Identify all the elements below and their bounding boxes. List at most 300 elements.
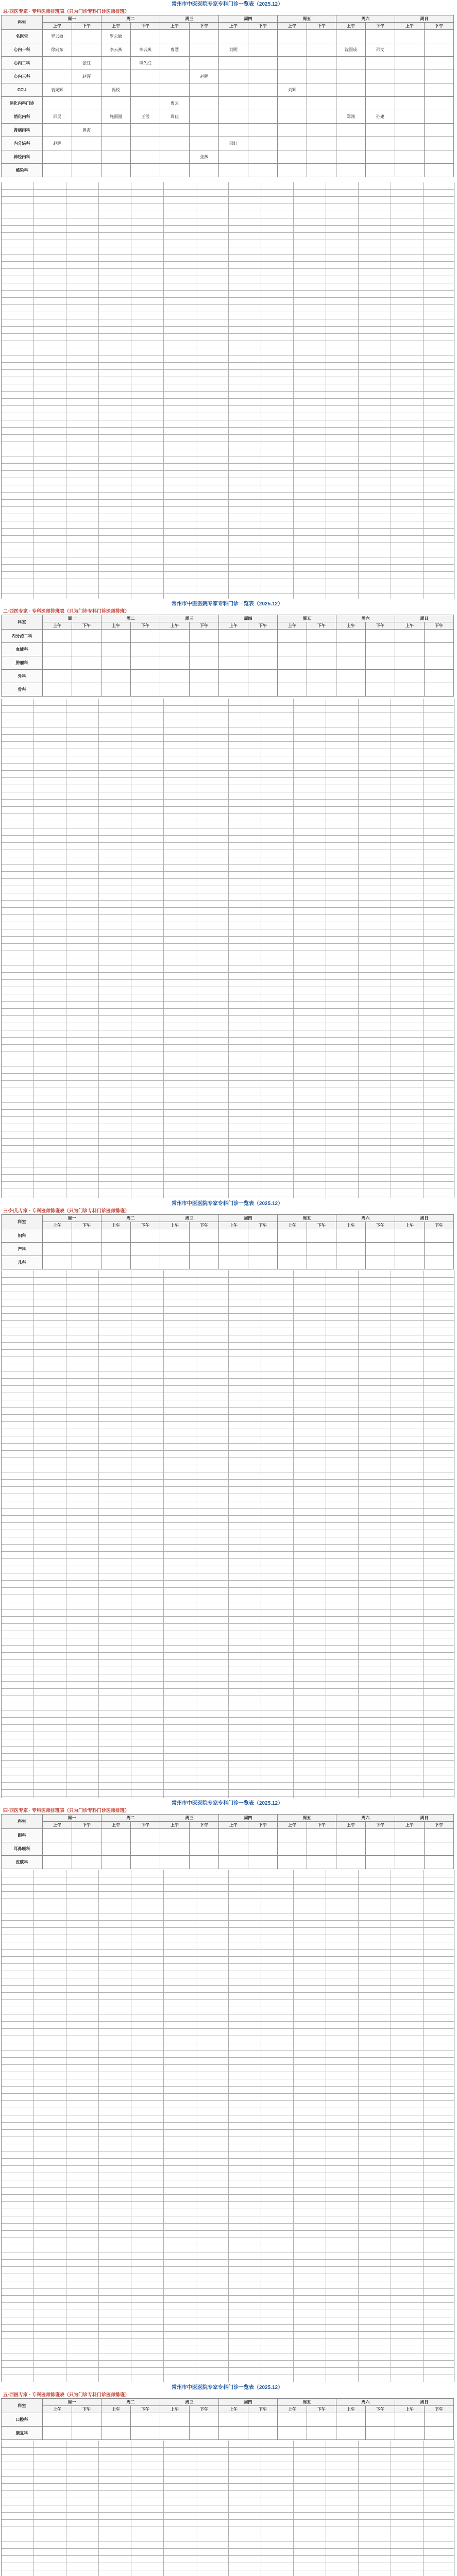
doctor-cell <box>425 57 454 70</box>
doctor-cell <box>101 683 131 697</box>
doctor-cell: 刘明 <box>219 43 248 57</box>
doctor-cell: 张燕 <box>190 150 219 164</box>
doctor-cell: 周佳 <box>160 110 190 124</box>
doctor-cell <box>160 30 190 43</box>
table-row <box>2 137 454 150</box>
header-dept: 科室 <box>2 615 43 630</box>
header-half: 上午 <box>219 2406 248 2413</box>
header-half: 下午 <box>307 23 336 30</box>
doctor-cell <box>101 164 131 177</box>
doctor-cell <box>190 57 219 70</box>
doctor-cell <box>160 124 190 137</box>
header-half: 下午 <box>307 1222 336 1229</box>
doctor-cell <box>278 124 307 137</box>
doctor-cell <box>72 670 101 683</box>
doctor-cell <box>248 630 278 643</box>
doctor-cell <box>425 30 454 43</box>
doctor-cell <box>248 1842 278 1856</box>
doctor-cell <box>395 97 425 110</box>
table-grid-filler <box>1 699 454 1198</box>
header-day: 周五 <box>278 615 336 622</box>
section-title: 常州市中医医院专家专科门诊一览表（2025.12） <box>171 1201 283 1207</box>
doctor-cell <box>307 1856 336 1869</box>
doctor-cell <box>248 97 278 110</box>
doctor-cell <box>425 137 454 150</box>
doctor-cell <box>131 683 160 697</box>
doctor-cell <box>160 643 190 656</box>
doctor-cell <box>366 164 395 177</box>
doctor-cell <box>101 1856 131 1869</box>
doctor-cell <box>307 643 336 656</box>
doctor-cell <box>425 164 454 177</box>
header-half: 下午 <box>248 23 278 30</box>
doctor-cell <box>395 83 425 97</box>
doctor-cell <box>336 1243 366 1256</box>
header-day: 周五 <box>278 15 336 23</box>
header-half: 下午 <box>190 1822 219 1829</box>
header-day: 周六 <box>336 2399 395 2406</box>
doctor-cell <box>278 1842 307 1856</box>
doctor-cell <box>248 137 278 150</box>
doctor-cell <box>190 110 219 124</box>
doctor-cell <box>307 683 336 697</box>
header-half: 下午 <box>131 2406 160 2413</box>
doctor-cell <box>43 1842 72 1856</box>
doctor-cell <box>43 683 72 697</box>
doctor-cell <box>425 1829 454 1842</box>
dept-cell: 皮肤科 <box>2 1856 43 1869</box>
doctor-cell <box>336 164 366 177</box>
table-row <box>2 1229 454 1243</box>
header-half: 下午 <box>425 23 454 30</box>
doctor-cell <box>366 630 395 643</box>
header-half: 下午 <box>425 622 454 630</box>
dept-cell: 消化内科门诊 <box>2 97 43 110</box>
doctor-cell <box>72 630 101 643</box>
doctor-cell <box>43 630 72 643</box>
doctor-cell <box>219 1256 248 1269</box>
table-row <box>2 70 454 83</box>
doctor-cell <box>160 137 190 150</box>
doctor-cell <box>425 150 454 164</box>
doctor-cell <box>219 70 248 83</box>
doctor-cell <box>307 43 336 57</box>
doctor-cell: 邵文 <box>366 43 395 57</box>
header-half: 下午 <box>72 1222 101 1229</box>
section-subtitle: 四·西医专家 · 专科医师排班表（只为门诊专科门诊医师排班） <box>3 1808 129 1813</box>
dept-cell: 肿瘤科 <box>2 656 43 670</box>
doctor-cell <box>72 43 101 57</box>
doctor-cell <box>72 1243 101 1256</box>
header-day: 周二 <box>101 15 160 23</box>
header-half: 下午 <box>190 23 219 30</box>
header-half: 下午 <box>425 1822 454 1829</box>
doctor-cell <box>101 137 131 150</box>
doctor-cell <box>219 683 248 697</box>
table-row <box>2 630 454 643</box>
doctor-cell <box>336 150 366 164</box>
doctor-cell <box>43 150 72 164</box>
doctor-cell <box>219 643 248 656</box>
doctor-cell <box>425 683 454 697</box>
doctor-cell <box>131 1829 160 1842</box>
doctor-cell: 刘辉 <box>278 83 307 97</box>
doctor-cell <box>248 683 278 697</box>
doctor-cell <box>248 656 278 670</box>
header-dept: 科室 <box>2 2399 43 2413</box>
doctor-cell <box>336 83 366 97</box>
header-dept: 科室 <box>2 1215 43 1229</box>
doctor-cell <box>160 1829 190 1842</box>
doctor-cell <box>278 1829 307 1842</box>
doctor-cell <box>395 124 425 137</box>
section-subtitle: 五·西医专家 · 专科医师排班表（只为门诊专科门诊医师排班） <box>3 2392 129 2397</box>
doctor-cell <box>131 124 160 137</box>
doctor-cell <box>131 630 160 643</box>
header-half: 下午 <box>307 2406 336 2413</box>
doctor-cell <box>190 656 219 670</box>
dept-cell: 外科 <box>2 670 43 683</box>
header-half: 下午 <box>131 622 160 630</box>
doctor-cell <box>43 57 72 70</box>
doctor-cell: 曹云 <box>160 97 190 110</box>
dept-cell: 口腔科 <box>2 2413 43 2427</box>
header-day: 周五 <box>278 1815 336 1822</box>
dept-cell: 消化内科 <box>2 110 43 124</box>
doctor-cell <box>278 137 307 150</box>
schedule-table <box>1 615 454 697</box>
doctor-cell <box>278 2413 307 2427</box>
dept-cell: 骨科 <box>2 683 43 697</box>
doctor-cell <box>72 83 101 97</box>
header-dept: 科室 <box>2 1815 43 1829</box>
header-half: 上午 <box>219 1822 248 1829</box>
dept-cell: 肾病内科 <box>2 124 43 137</box>
doctor-cell <box>72 683 101 697</box>
schedule-table <box>1 1814 454 1869</box>
doctor-cell <box>101 2413 131 2427</box>
doctor-cell <box>336 670 366 683</box>
header-day: 周六 <box>336 615 395 622</box>
header-half: 下午 <box>131 1822 160 1829</box>
table-grid-filler <box>1 2441 454 2576</box>
doctor-cell <box>425 1256 454 1269</box>
header-half: 上午 <box>395 2406 425 2413</box>
doctor-cell <box>425 1856 454 1869</box>
doctor-cell <box>395 643 425 656</box>
doctor-cell <box>248 30 278 43</box>
doctor-cell: 罗云敏 <box>43 30 72 43</box>
header-half: 上午 <box>278 1222 307 1229</box>
doctor-cell <box>160 164 190 177</box>
doctor-cell <box>307 97 336 110</box>
doctor-cell <box>160 2427 190 2440</box>
doctor-cell <box>425 83 454 97</box>
header-day: 周三 <box>160 615 219 622</box>
doctor-cell: 赵晖 <box>190 70 219 83</box>
doctor-cell <box>366 97 395 110</box>
header-day: 周一 <box>43 1215 101 1222</box>
doctor-cell <box>43 124 72 137</box>
header-day: 周日 <box>395 15 454 23</box>
doctor-cell <box>395 630 425 643</box>
doctor-cell <box>219 2413 248 2427</box>
table-row <box>2 2413 454 2427</box>
doctor-cell <box>278 1229 307 1243</box>
doctor-cell <box>425 670 454 683</box>
doctor-cell <box>219 630 248 643</box>
doctor-cell <box>248 2413 278 2427</box>
doctor-cell <box>43 1829 72 1842</box>
doctor-cell <box>219 1229 248 1243</box>
dept-cell: 产科 <box>2 1243 43 1256</box>
doctor-cell <box>395 150 425 164</box>
doctor-cell <box>278 683 307 697</box>
header-day: 周一 <box>43 2399 101 2406</box>
doctor-cell: 罗云敏 <box>101 30 131 43</box>
schedule-section <box>1 1 453 177</box>
header-half: 上午 <box>160 622 190 630</box>
doctor-cell <box>160 83 190 97</box>
header-day: 周日 <box>395 615 454 622</box>
doctor-cell <box>190 83 219 97</box>
table-row <box>2 2427 454 2440</box>
doctor-cell: 黄海 <box>72 124 101 137</box>
doctor-cell <box>131 137 160 150</box>
doctor-cell <box>72 1229 101 1243</box>
header-day: 周日 <box>395 2399 454 2406</box>
doctor-cell <box>43 2413 72 2427</box>
doctor-cell <box>219 97 248 110</box>
dept-cell: 心内一科 <box>2 43 43 57</box>
doctor-cell <box>72 2413 101 2427</box>
header-day: 周二 <box>101 1815 160 1822</box>
doctor-cell <box>190 30 219 43</box>
header-half: 下午 <box>72 2406 101 2413</box>
table-row <box>2 43 454 57</box>
doctor-cell <box>425 630 454 643</box>
header-day: 周六 <box>336 1215 395 1222</box>
doctor-cell <box>278 43 307 57</box>
doctor-cell <box>131 70 160 83</box>
header-day: 周二 <box>101 615 160 622</box>
doctor-cell <box>425 656 454 670</box>
header-half: 上午 <box>43 2406 72 2413</box>
doctor-cell: 李云燕 <box>131 43 160 57</box>
doctor-cell <box>307 110 336 124</box>
doctor-cell <box>395 656 425 670</box>
doctor-cell <box>248 1856 278 1869</box>
doctor-cell <box>366 1256 395 1269</box>
dept-cell: 感染科 <box>2 164 43 177</box>
doctor-cell <box>248 110 278 124</box>
doctor-cell <box>160 1256 190 1269</box>
section-subtitle: 二·西医专家 · 专科医师排班表（只为门诊专科门诊医师排班） <box>3 608 129 614</box>
doctor-cell <box>366 150 395 164</box>
doctor-cell <box>336 1856 366 1869</box>
section-subtitle: 三·妇儿专家 · 专科医师排班表（只为门诊专科门诊医师排班） <box>3 1208 129 1213</box>
doctor-cell <box>336 630 366 643</box>
doctor-cell <box>366 1229 395 1243</box>
doctor-cell <box>190 1256 219 1269</box>
header-half: 上午 <box>160 23 190 30</box>
doctor-cell <box>248 1243 278 1256</box>
doctor-cell <box>336 97 366 110</box>
doctor-cell <box>131 1243 160 1256</box>
doctor-cell <box>248 83 278 97</box>
header-half: 下午 <box>190 2406 219 2413</box>
doctor-cell <box>43 97 72 110</box>
doctor-cell: 赵晖 <box>72 70 101 83</box>
header-day: 周四 <box>219 2399 278 2406</box>
schedule-section <box>1 2384 453 2440</box>
schedule-section <box>1 1800 453 1869</box>
doctor-cell <box>366 1829 395 1842</box>
doctor-cell: 施丽丽 <box>101 110 131 124</box>
header-half: 上午 <box>101 23 131 30</box>
doctor-cell <box>248 643 278 656</box>
doctor-cell <box>190 630 219 643</box>
doctor-cell <box>219 57 248 70</box>
doctor-cell <box>278 630 307 643</box>
doctor-cell <box>366 70 395 83</box>
doctor-cell <box>190 1243 219 1256</box>
doctor-cell <box>248 1829 278 1842</box>
header-half: 上午 <box>219 622 248 630</box>
header-day: 周五 <box>278 1215 336 1222</box>
table-row <box>2 124 454 137</box>
doctor-cell <box>131 656 160 670</box>
doctor-cell <box>101 124 131 137</box>
header-half: 上午 <box>336 622 366 630</box>
header-half: 上午 <box>336 1822 366 1829</box>
doctor-cell <box>160 2413 190 2427</box>
doctor-cell <box>336 57 366 70</box>
doctor-cell: 李云燕 <box>101 43 131 57</box>
doctor-cell <box>219 656 248 670</box>
doctor-cell <box>307 656 336 670</box>
doctor-cell <box>278 110 307 124</box>
header-half: 下午 <box>366 1822 395 1829</box>
header-half: 下午 <box>248 1822 278 1829</box>
doctor-cell <box>131 1256 160 1269</box>
dept-cell: 儿科 <box>2 1256 43 1269</box>
doctor-cell: 赵辉 <box>43 137 72 150</box>
table-row <box>2 164 454 177</box>
doctor-cell <box>219 1243 248 1256</box>
doctor-cell <box>395 2427 425 2440</box>
doctor-cell <box>366 1856 395 1869</box>
doctor-cell <box>307 2413 336 2427</box>
header-day: 周三 <box>160 1815 219 1822</box>
doctor-cell <box>425 1229 454 1243</box>
doctor-cell <box>248 1256 278 1269</box>
doctor-cell <box>101 150 131 164</box>
table-grid-filler <box>1 1270 454 1798</box>
doctor-cell <box>395 164 425 177</box>
header-half: 上午 <box>395 1822 425 1829</box>
table-row <box>2 1829 454 1842</box>
doctor-cell <box>72 1829 101 1842</box>
header-half: 下午 <box>131 23 160 30</box>
doctor-cell <box>307 70 336 83</box>
doctor-cell <box>101 630 131 643</box>
doctor-cell <box>43 656 72 670</box>
doctor-cell <box>366 683 395 697</box>
dept-cell: 康复科 <box>2 2427 43 2440</box>
table-row <box>2 150 454 164</box>
section-subtitle: 总·西医专家 · 专科医师排班表（只为门诊专科门诊医师排班） <box>3 9 129 14</box>
dept-cell: 心内二科 <box>2 57 43 70</box>
doctor-cell <box>278 97 307 110</box>
doctor-cell <box>248 43 278 57</box>
doctor-cell <box>307 164 336 177</box>
doctor-cell: 曹慧 <box>160 43 190 57</box>
doctor-cell <box>425 124 454 137</box>
doctor-cell <box>219 164 248 177</box>
doctor-cell <box>43 70 72 83</box>
doctor-cell <box>190 1856 219 1869</box>
doctor-cell <box>395 670 425 683</box>
doctor-cell <box>248 150 278 164</box>
doctor-cell <box>219 2427 248 2440</box>
header-half: 上午 <box>278 2406 307 2413</box>
header-half: 上午 <box>43 1222 72 1229</box>
doctor-cell <box>190 683 219 697</box>
doctor-cell <box>219 1842 248 1856</box>
doctor-cell <box>366 83 395 97</box>
doctor-cell <box>278 1856 307 1869</box>
doctor-cell <box>248 164 278 177</box>
header-day: 周二 <box>101 1215 160 1222</box>
doctor-cell <box>219 670 248 683</box>
doctor-cell <box>307 1256 336 1269</box>
table-row <box>2 656 454 670</box>
header-half: 上午 <box>160 2406 190 2413</box>
doctor-cell <box>336 30 366 43</box>
doctor-cell <box>131 1229 160 1243</box>
table-row <box>2 1856 454 1869</box>
dept-cell: 妇科 <box>2 1229 43 1243</box>
doctor-cell <box>248 124 278 137</box>
doctor-cell <box>278 670 307 683</box>
doctor-cell <box>160 1856 190 1869</box>
doctor-cell <box>160 670 190 683</box>
header-half: 上午 <box>278 622 307 630</box>
doctor-cell <box>307 2427 336 2440</box>
header-day: 周六 <box>336 1815 395 1822</box>
table-row <box>2 670 454 683</box>
doctor-cell <box>219 1856 248 1869</box>
header-day: 周二 <box>101 2399 160 2406</box>
doctor-cell <box>72 2427 101 2440</box>
doctor-cell <box>366 57 395 70</box>
doctor-cell <box>425 1243 454 1256</box>
doctor-cell <box>336 1229 366 1243</box>
doctor-cell: 李久红 <box>131 57 160 70</box>
header-half: 下午 <box>366 23 395 30</box>
header-dept: 科室 <box>2 15 43 30</box>
doctor-cell <box>366 124 395 137</box>
doctor-cell <box>395 110 425 124</box>
doctor-cell: 张红 <box>72 57 101 70</box>
doctor-cell <box>190 2427 219 2440</box>
doctor-cell <box>190 137 219 150</box>
doctor-cell <box>160 57 190 70</box>
table-row <box>2 83 454 97</box>
header-day: 周四 <box>219 15 278 23</box>
doctor-cell <box>160 1229 190 1243</box>
